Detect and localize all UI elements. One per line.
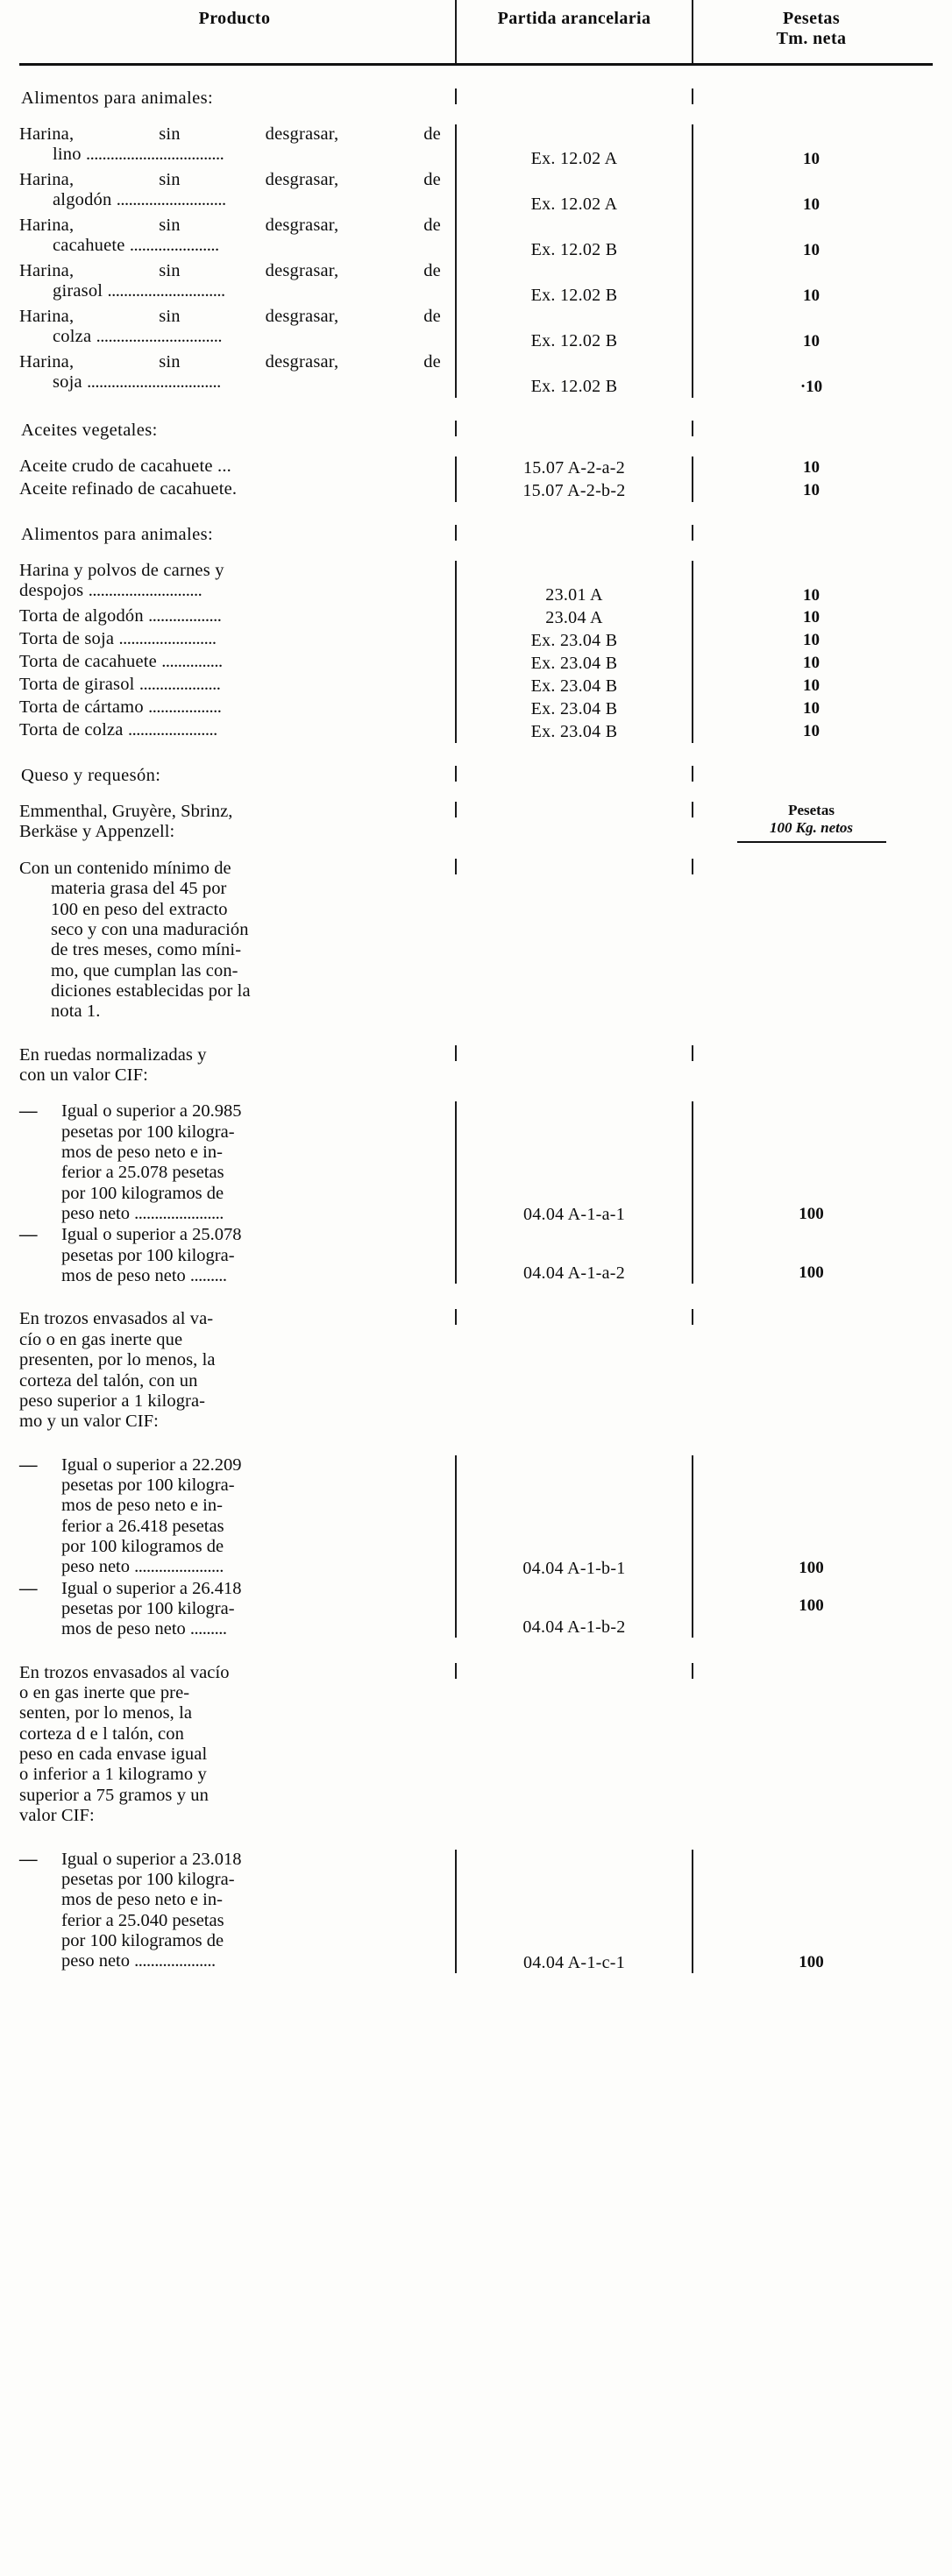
pesetas-value: 100 xyxy=(799,1205,824,1224)
pesetas-value: 10 xyxy=(803,481,820,499)
table-row xyxy=(19,1850,933,1973)
pesetas-value: 10 xyxy=(803,195,820,214)
pesetas-value: 10 xyxy=(803,287,820,305)
tariff-code: 04.04 A-1-a-2 xyxy=(522,1263,626,1284)
table-row xyxy=(19,479,933,502)
tariff-code: Ex. 12.02 B xyxy=(530,331,618,350)
tariff-code: 04.04 A-1-b-1 xyxy=(522,1558,626,1578)
cheese-varieties-row xyxy=(19,802,933,843)
condition-line: diciones establecidas por la xyxy=(51,980,251,1001)
product-line-2: despojos ............................ xyxy=(19,580,202,600)
tariff-code: 15.07 A-2-b-2 xyxy=(522,480,626,500)
product-line-2: algodón ........................... xyxy=(53,189,226,209)
product-line-1: Harina, sin desgrasar, de xyxy=(19,170,441,189)
table-row xyxy=(19,561,933,606)
pesetas-value: 10 xyxy=(803,586,820,605)
product-label: Torta de girasol xyxy=(19,675,135,694)
section-row-feed2 xyxy=(19,525,933,545)
product-label: Aceite refinado de cacahuete. xyxy=(19,479,238,499)
list-item: — Igual o superior a 22.209 pesetas por 100 kilogra- mos de peso neto e in- ferior a 26.418 pesetas por 100 kilogramos de peso neto ...................... xyxy=(19,1454,242,1577)
dash-marker: — xyxy=(19,1849,38,1869)
table-row xyxy=(19,1455,933,1579)
group-title-line: peso superior a 1 kilogra- xyxy=(19,1391,206,1411)
section-row-oils xyxy=(19,421,933,441)
product-line-2: cacahuete ...................... xyxy=(53,235,219,255)
product-line-1: Harina, sin desgrasar, de xyxy=(19,352,441,372)
tariff-code: Ex. 23.04 B xyxy=(530,653,618,673)
tariff-code: Ex. 23.04 B xyxy=(530,630,618,650)
dash-marker: — xyxy=(19,1454,38,1475)
product-label: Torta de soja xyxy=(19,629,115,648)
condition-line: seco y con una maduración xyxy=(51,919,249,939)
header-pesetas-label xyxy=(777,9,847,49)
pesetas-value: 10 xyxy=(803,241,820,259)
table-row: Torta de cártamo .................. Ex. 23.04 B 10 xyxy=(19,697,933,720)
condition-line: materia grasa del 45 por xyxy=(51,879,227,899)
group-title-line: peso en cada envase igual xyxy=(19,1744,208,1765)
table-row xyxy=(19,1579,933,1640)
pesetas-value: 100 xyxy=(799,1263,824,1283)
group-title-line: o en gas inerte que pre- xyxy=(19,1683,190,1703)
header-product-label: Producto xyxy=(198,9,271,28)
product-label: Torta de cártamo xyxy=(19,697,144,717)
group-title-line: En trozos envasados al vacío xyxy=(19,1662,230,1682)
list-item: — Igual o superior a 25.078 pesetas por 100 kilogra- mos de peso neto ......... xyxy=(19,1225,242,1286)
condition-line: Con un contenido mínimo de xyxy=(19,858,231,878)
condition-line: nota 1. xyxy=(51,1001,101,1022)
table-row xyxy=(19,307,933,352)
tariff-code: Ex. 12.02 B xyxy=(530,240,618,259)
product-line-1: Harina y polvos de carnes y xyxy=(19,561,224,580)
cheese-condition-row xyxy=(19,859,933,1023)
pesetas-value: 10 xyxy=(803,631,820,649)
condition-line: mo, que cumplan las con- xyxy=(51,960,238,980)
pesetas-value: ·10 xyxy=(799,378,823,396)
tariff-code: Ex. 23.04 B xyxy=(530,698,618,718)
section-title-cheese: Queso y requesón: xyxy=(21,766,161,785)
list-item: — Igual o superior a 20.985 pesetas por 100 kilogra- mos de peso neto e in- ferior a 25.078 pesetas por 100 kilogramos de peso neto ...................... xyxy=(19,1101,242,1224)
header-pesetas2-label xyxy=(693,802,929,838)
product-line-1: Harina, sin desgrasar, de xyxy=(19,261,441,280)
pesetas2-divider xyxy=(737,841,886,843)
table-row xyxy=(19,124,933,170)
product-line-1: Harina, sin desgrasar, de xyxy=(19,307,441,326)
cheese-group2-title-row xyxy=(19,1309,933,1432)
section-title-feed1: Alimentos para animales: xyxy=(21,88,214,108)
cheese-group3-title-row xyxy=(19,1663,933,1827)
group-title-line: con un valor CIF: xyxy=(19,1065,148,1086)
product-label: Aceite crudo de cacahuete ... xyxy=(19,456,231,476)
table-row xyxy=(19,456,933,479)
product-label: Torta de algodón xyxy=(19,606,144,626)
cheese-varieties-line1: Emmenthal, Gruyère, Sbrinz, xyxy=(19,802,233,821)
table-row: Torta de colza ...................... Ex. 23.04 B 10 xyxy=(19,720,933,743)
product-line-2: lino .................................. xyxy=(53,144,224,164)
table-row xyxy=(19,1101,933,1225)
dash-marker: — xyxy=(19,1101,38,1122)
product-line-2: colza ............................... xyxy=(53,326,222,346)
pesetas-value: 10 xyxy=(803,722,820,740)
product-line-2: soja ................................. xyxy=(53,372,221,392)
section-title-feed2: Alimentos para animales: xyxy=(21,525,214,544)
header-cell-tariff xyxy=(455,0,693,63)
list-item: — Igual o superior a 26.418 pesetas por 100 kilogra- mos de peso neto ......... xyxy=(19,1578,242,1639)
product-label: Torta de cacahuete xyxy=(19,652,157,671)
table-row: Torta de soja ........................ Ex. 23.04 B 10 xyxy=(19,629,933,652)
tariff-code: 04.04 A-1-b-2 xyxy=(522,1617,626,1637)
group-title-line: presenten, por lo menos, la xyxy=(19,1350,216,1370)
pesetas-value: 10 xyxy=(803,608,820,626)
condition-line: de tres meses, como míni- xyxy=(51,940,242,960)
tariff-code: Ex. 23.04 B xyxy=(530,676,618,696)
product-line-2: girasol ............................. xyxy=(53,280,225,301)
tariff-code: 23.01 A xyxy=(545,585,603,605)
pesetas-value: 10 xyxy=(803,699,820,718)
pesetas-value: 10 xyxy=(803,150,820,168)
pesetas-value: 10 xyxy=(803,676,820,695)
dash-marker: — xyxy=(19,1225,38,1245)
section-row-feed1 xyxy=(19,88,933,109)
tariff-code: Ex. 12.02 B xyxy=(530,286,618,305)
group-title-line: mo y un valor CIF: xyxy=(19,1412,159,1432)
condition-line: 100 en peso del extracto xyxy=(51,899,228,919)
list-item: — Igual o superior a 23.018 pesetas por 100 kilogra- mos de peso neto e in- ferior a 25.040 pesetas por 100 kilogramos de peso neto .................... xyxy=(19,1849,242,1971)
tariff-code: 04.04 A-1-a-1 xyxy=(522,1205,626,1225)
pesetas-value: 10 xyxy=(803,332,820,350)
group-title-line: superior a 75 gramos y un xyxy=(19,1785,209,1805)
group-title-line: corteza d e l talón, con xyxy=(19,1723,184,1744)
pesetas-value: 100 xyxy=(799,1558,824,1577)
table-row xyxy=(19,352,933,398)
table-row xyxy=(19,1225,933,1286)
group-title-line: En ruedas normalizadas y xyxy=(19,1044,207,1065)
header-cell-product xyxy=(19,0,455,63)
header-pesetas-line2: Tm. neta xyxy=(776,29,847,48)
product-line-1: Harina, sin desgrasar, de xyxy=(19,216,441,235)
table-row xyxy=(19,170,933,216)
pesetas-value: 10 xyxy=(803,654,820,672)
tariff-code: Ex. 23.04 B xyxy=(530,721,618,741)
pesetas-value: 10 xyxy=(803,458,820,477)
tariff-table xyxy=(19,0,933,1973)
group-title-line: valor CIF: xyxy=(19,1806,95,1826)
table-row: Torta de algodón .................. 23.04 A 10 xyxy=(19,606,933,629)
header-pesetas-line1: Pesetas xyxy=(783,9,840,28)
cheese-group1-title-row xyxy=(19,1045,933,1086)
dash-marker: — xyxy=(19,1578,38,1598)
group-title-line: cío o en gas inerte que xyxy=(19,1329,183,1349)
section-title-oils: Aceites vegetales: xyxy=(21,421,158,440)
group-title-line: senten, por lo menos, la xyxy=(19,1703,193,1723)
tariff-code: 15.07 A-2-a-2 xyxy=(522,457,626,478)
group-title-line: o inferior a 1 kilogramo y xyxy=(19,1765,207,1785)
product-line-1: Harina, sin desgrasar, de xyxy=(19,124,441,144)
tariff-code: 04.04 A-1-c-1 xyxy=(522,1952,626,1972)
table-row: Torta de girasol .................... Ex. 23.04 B 10 xyxy=(19,675,933,697)
table-header-row xyxy=(19,0,933,63)
pesetas-value: 100 xyxy=(799,1952,824,1971)
table-row xyxy=(19,216,933,261)
section-row-cheese xyxy=(19,766,933,786)
product-label: Torta de colza xyxy=(19,720,124,740)
group-title-line: En trozos envasados al va- xyxy=(19,1309,214,1329)
tariff-code: Ex. 12.02 A xyxy=(530,149,618,168)
tariff-code: Ex. 12.02 A xyxy=(530,195,618,214)
cheese-varieties-line2: Berkäse y Appenzell: xyxy=(19,822,175,842)
table-row xyxy=(19,261,933,307)
tariff-code: Ex. 12.02 B xyxy=(530,377,618,396)
group-title-line: corteza del talón, con un xyxy=(19,1370,198,1391)
header-cell-pesetas xyxy=(693,0,929,63)
table-row: Torta de cacahuete ............... Ex. 23.04 B 10 xyxy=(19,652,933,675)
pesetas-value: 100 xyxy=(799,1596,824,1615)
header-pesetas2-line1: Pesetas xyxy=(788,802,835,818)
tariff-code: 23.04 A xyxy=(545,607,603,627)
header-pesetas2-line2: 100 Kg. netos xyxy=(770,819,853,837)
header-tariff-label: Partida arancelaria xyxy=(497,9,651,28)
